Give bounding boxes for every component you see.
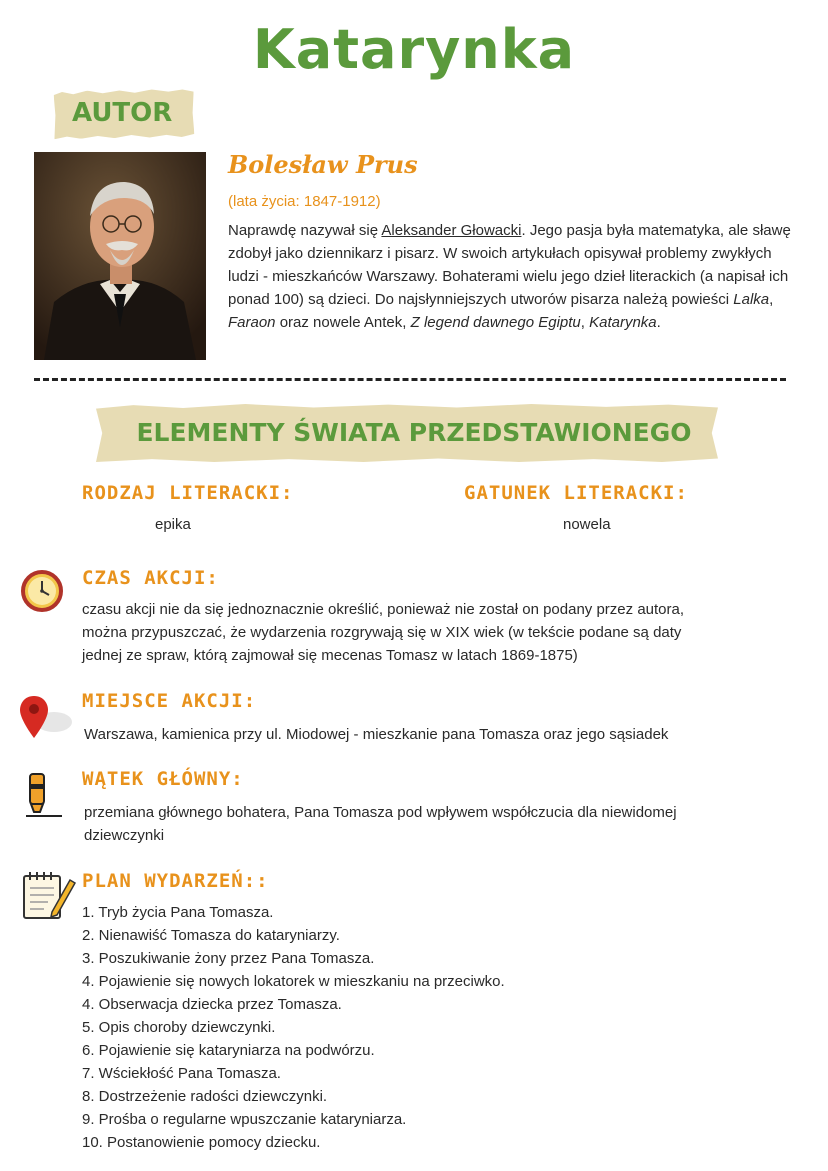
- list-item: 6. Pojawienie się kataryniarza na podwórzu.: [82, 1042, 375, 1059]
- czas-heading: CZAS AKCJI:: [82, 567, 219, 589]
- list-item: 3. Poszukiwanie żony przez Pana Tomasza.: [82, 950, 375, 967]
- notepad-pencil-icon: [22, 870, 76, 920]
- rodzaj-value: epika: [155, 516, 191, 533]
- page-title: Katarynka: [252, 18, 576, 81]
- real-name-link: Aleksander Głowacki: [381, 222, 522, 239]
- watek-heading: WĄTEK GŁÓWNY:: [82, 768, 244, 790]
- world-label: ELEMENTY ŚWIATA PRZEDSTAWIONEGO: [136, 418, 692, 447]
- miejsce-heading: MIEJSCE AKCJI:: [82, 690, 257, 712]
- author-label: AUTOR: [72, 98, 173, 128]
- author-portrait: [34, 152, 206, 360]
- plan-heading: PLAN WYDARZEŃ::: [82, 870, 269, 892]
- list-item: 4. Pojawienie się nowych lokatorek w mieszkaniu na przeciwko.: [82, 973, 505, 990]
- author-name: Bolesław Prus: [228, 150, 418, 179]
- plan-list: [82, 901, 505, 1154]
- section-divider: [34, 378, 786, 381]
- list-item: 8. Dostrzeżenie radości dziewczynki.: [82, 1088, 328, 1105]
- list-item: 7. Wściekłość Pana Tomasza.: [82, 1065, 281, 1082]
- czas-text-line-3: jednej ze spraw, którą zajmował się mecenas Tomasz w latach 1869-1875): [82, 647, 578, 664]
- watek-text-line-1: przemiana głównego bohatera, Pana Tomasza pod wpływem współczucia dla niewidomej: [84, 804, 677, 821]
- list-item: 10. Postanowienie pomocy dziecku.: [82, 1134, 321, 1151]
- list-item: 2. Nienawiść Tomasza do kataryniarzy.: [82, 927, 340, 944]
- list-item: 4. Obserwacja dziecka przez Tomasza.: [82, 996, 342, 1013]
- gatunek-value: nowela: [563, 516, 611, 533]
- author-bio: Naprawdę nazywał się Aleksander Głowacki. Jego pasja była matematyka, ale sławę zdobył jako dziennikarz i pisarz. W swoich artykułach opisywał problemy zwykłych ludzi - mieszkańców Warszawy. Bohaterami wielu jego dzieł literackich (a napisał ich ponad 100) są dzieci. Do najsłynniejszych utworów pisarza należą powieści Lalka, Faraon oraz nowele Antek, Z legend dawnego Egiptu, Katarynka.: [228, 222, 791, 331]
- czas-text-line-1: czasu akcji nie da się jednoznacznie określić, ponieważ nie został on podany przez autora,: [82, 601, 685, 618]
- czas-text-line-2: można przypuszczać, że wydarzenia rozgrywają się w XIX wiek (w tekście podane są daty: [82, 624, 682, 641]
- highlighter-icon: [24, 772, 64, 818]
- rodzaj-heading: RODZAJ LITERACKI:: [82, 482, 294, 504]
- watek-text-line-2: dziewczynki: [84, 827, 165, 844]
- list-item: 1. Tryb życia Pana Tomasza.: [82, 904, 274, 921]
- miejsce-text: Warszawa, kamienica przy ul. Miodowej - mieszkanie pana Tomasza oraz jego sąsiadek: [84, 726, 669, 743]
- list-item: 9. Prośba o regularne wpuszczanie kataryniarza.: [82, 1111, 407, 1128]
- gatunek-heading: GATUNEK LITERACKI:: [464, 482, 688, 504]
- map-pin-icon: [18, 694, 74, 740]
- list-item: 5. Opis choroby dziewczynki.: [82, 1019, 276, 1036]
- clock-icon: [20, 569, 64, 613]
- author-dates: (lata życia: 1847-1912): [228, 193, 381, 210]
